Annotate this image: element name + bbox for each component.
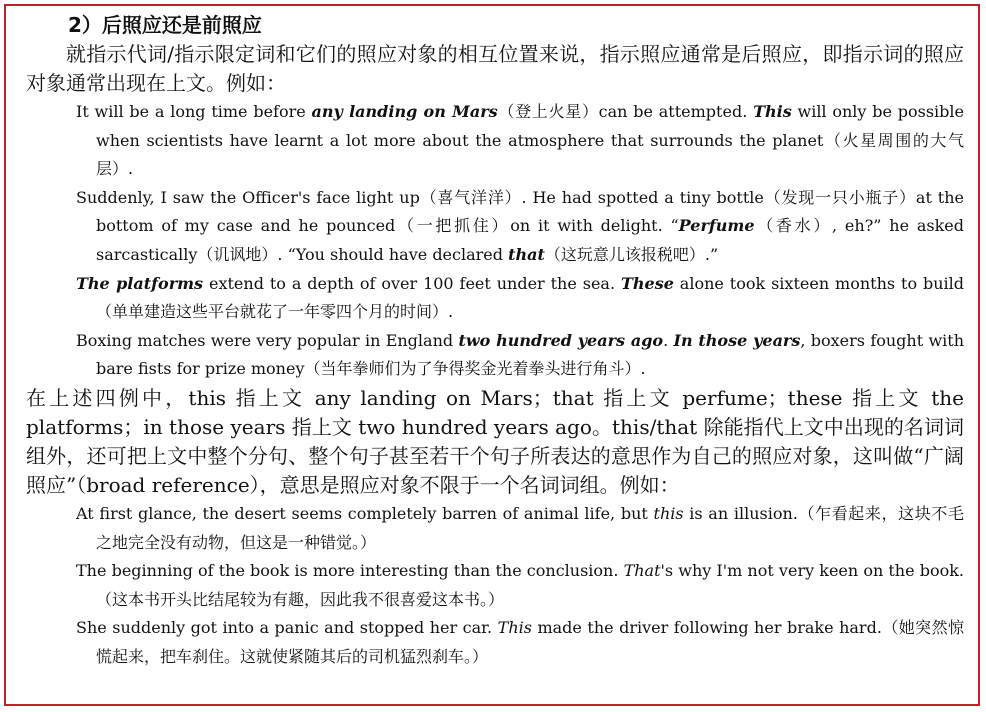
referent-text: Perfume: [678, 216, 755, 236]
example-mars: It will be a long time before any landing on Mars（登上火星）can be attempted. This will only be possible when scientists have learnt a lot more about the atmosphere that surrounds the planet（火星周围的大气层）.: [76, 102, 964, 179]
page-frame: [4, 4, 980, 706]
demonstrative-word: This: [497, 618, 532, 638]
demonstrative-word: These: [620, 273, 674, 293]
referent-text: two hundred years ago: [458, 330, 664, 350]
demonstrative-word: that: [508, 244, 545, 264]
section-heading: 2）后照应还是前照应: [68, 13, 262, 37]
example-perfume: Suddenly, I saw the Officer's face light up（喜气洋洋）. He had spotted a tiny bottle（发现一只小瓶子）at the bottom of my case and he pounced（一把抓住）on it with delight. “Perfume（香水）, eh?” he asked sarcastically（讥讽地）. “You should have declared that（这玩意儿该报税吧）.”: [76, 187, 964, 264]
demonstrative-word: this: [653, 503, 684, 523]
demonstrative-word: In those years: [673, 330, 801, 350]
example-boxing: Boxing matches were very popular in England two hundred years ago. In those years, boxers fought with bare fists for prize money（当年拳师们为了争得奖金光着拳头进行角斗）.: [76, 330, 965, 379]
document-body: [26, 10, 964, 672]
demonstrative-word: This: [753, 102, 792, 121]
example-platforms: The platforms extend to a depth of over 100 feet under the sea. These alone took sixteen months to build（单单建造这些平台就花了一年零四个月的时间）.: [76, 273, 965, 322]
demonstrative-word: That: [623, 561, 661, 581]
intro-paragraph: 就指示代词/指示限定词和它们的照应对象的相互位置来说，指示照应通常是后照应，即指示词的照应对象通常出现在上文。例如：: [26, 42, 964, 95]
example-desert: At first glance, the desert seems completely barren of animal life, but this is an illusion.（乍看起来，这块不毛之地完全没有动物，但这是一种错觉。）: [76, 503, 964, 552]
referent-text: The platforms: [76, 273, 204, 293]
referent-text: any landing on Mars: [311, 102, 498, 121]
explanation-paragraph: 在上述四例中，this 指上文 any landing on Mars；that 指上文 perfume；these 指上文 the platforms；in those years 指上文 two hundred years ago。this/that 除能指代上文中出现的名词词组外，还可把上文中整个分句、整个句子甚至若干个句子所表达的意思作为自己的照应对象，这叫做“广阔照应”（broad reference），意思是照应对象不限于一个名词词组。例如：: [26, 385, 964, 497]
example-book: The beginning of the book is more interesting than the conclusion. That's why I'm not very keen on the book.（这本书开头比结尾较为有趣，因此我不很喜爱这本书。）: [76, 561, 965, 609]
example-car: She suddenly got into a panic and stopped her car. This made the driver following her brake hard.（她突然惊慌起来，把车刹住。这就使紧随其后的司机猛烈刹车。）: [76, 618, 964, 666]
